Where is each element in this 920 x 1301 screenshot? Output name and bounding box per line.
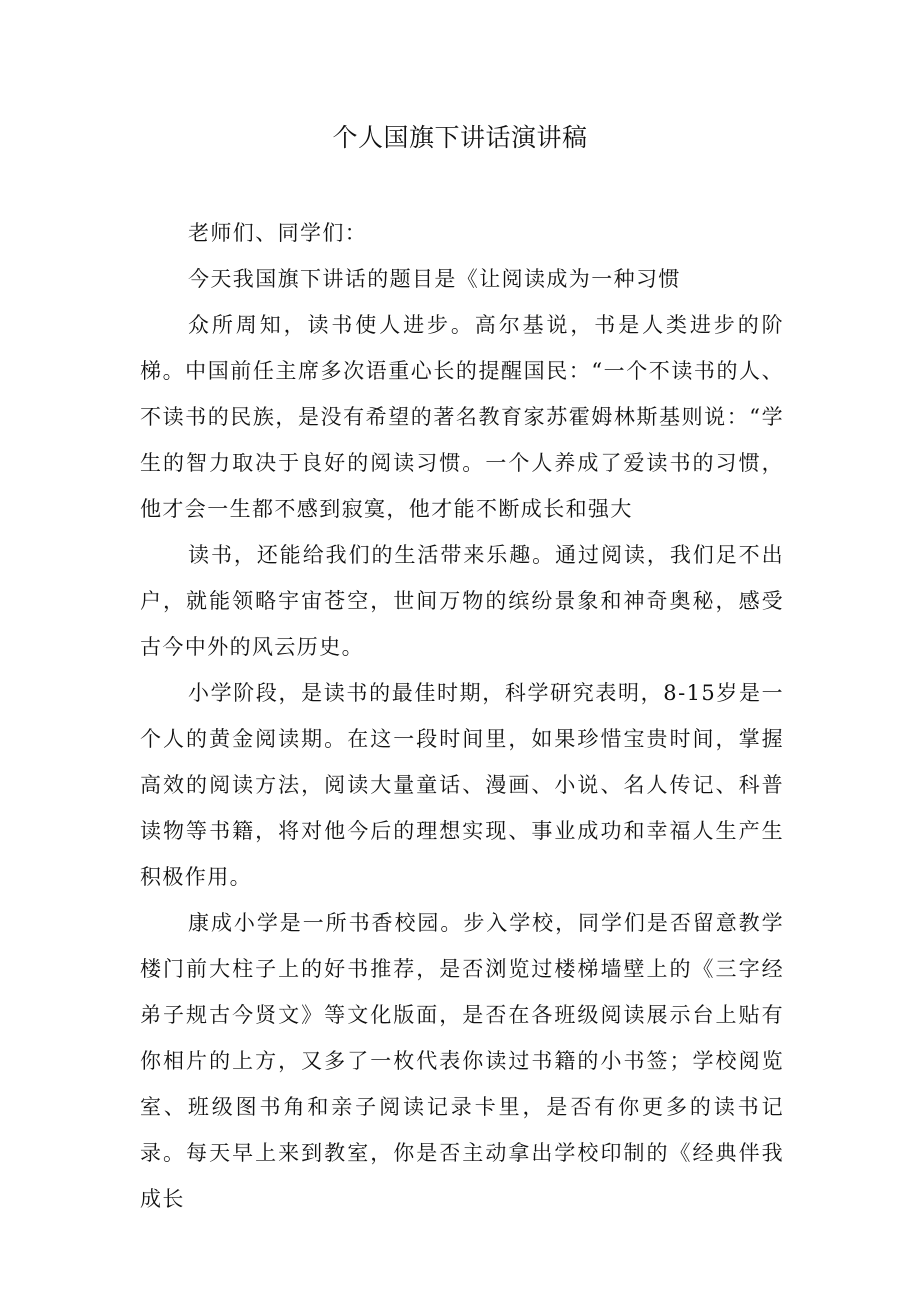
paragraph-reading-joy: 读书，还能给我们的生活带来乐趣。通过阅读，我们足不出户，就能领略宇宙苍空，世间万物的缤纷景象和神奇奥秘，感受古今中外的风云历史。	[140, 543, 784, 659]
document-body	[140, 210, 784, 1222]
paragraph-school-campus: 康成小学是一所书香校园。步入学校，同学们是否留意教学楼门前大柱子上的好书推荐，是否浏览过楼梯墙壁上的《三字经弟子规古今贤文》等文化版面，是否在各班级阅读展示台上贴有你相片的上方，又多了一枚代表你读过书籍的小书签；学校阅览室、班级图书角和亲子阅读记录卡里，是否有你更多的读书记录。每天早上来到教室，你是否主动拿出学校印制的《经典伴我成长	[140, 911, 784, 1211]
document-title: 个人国旗下讲话演讲稿	[332, 123, 588, 152]
paragraph-golden-period: 小学阶段，是读书的最佳时期，科学研究表明，8-15岁是一个人的黄金阅读期。在这一段时间里，如果珍惜宝贵时间，掌握高效的阅读方法，阅读大量童话、漫画、小说、名人传记、科普读物等书籍，将对他今后的理想实现、事业成功和幸福人生产生积极作用。	[140, 681, 784, 889]
paragraph-reading-progress: 众所周知，读书使人进步。高尔基说，书是人类进步的阶梯。中国前任主席多次语重心长的提醒国民：“一个不读书的人、不读书的民族，是没有希望的著名教育家苏霍姆林斯基则说：“学生的智力取决于良好的阅读习惯。一个人养成了爱读书的习惯，他才会一生都不感到寂寞，他才能不断成长和强大	[140, 313, 784, 521]
paragraph-topic: 今天我国旗下讲话的题目是《让阅读成为一种习惯	[188, 267, 681, 291]
paragraph-greeting: 老师们、同学们：	[188, 221, 368, 245]
